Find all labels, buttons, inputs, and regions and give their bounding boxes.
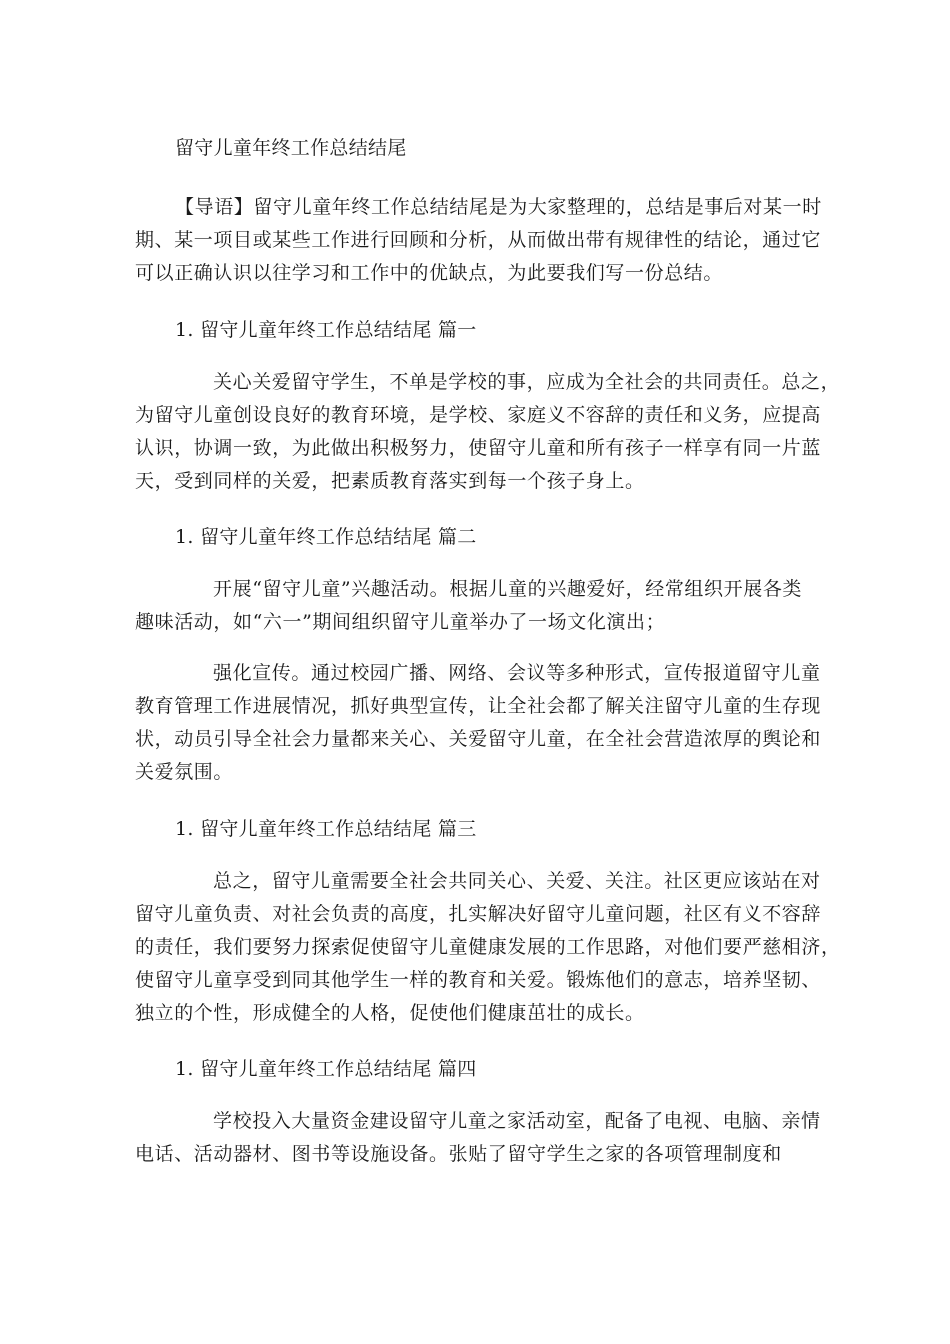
paragraph-line: 开展“留守儿童”兴趣活动。根据儿童的兴趣爱好，经常组织开展各类 (213, 578, 803, 600)
document-title: 留守儿童年终工作总结结尾 (175, 137, 407, 159)
section-heading: 1. 留守儿童年终工作总结结尾 篇二 (175, 526, 477, 548)
paragraph-line: 独立的个性，形成健全的人格，促使他们健康茁壮的成长。 (135, 1002, 645, 1024)
paragraph-line: 天，受到同样的关爱，把素质教育落实到每一个孩子身上。 (135, 470, 645, 492)
paragraph-line: 使留守儿童享受到同其他学生一样的教育和关爱。锻炼他们的意志，培养坚韧、 (135, 969, 822, 991)
intro-line: 期、某一项目或某些工作进行回顾和分析，从而做出带有规律性的结论，通过它 (135, 229, 822, 251)
paragraph-line: 教育管理工作进展情况，抓好典型宣传，让全社会都了解关注留守儿童的生存现 (135, 695, 822, 717)
intro-line: 【导语】留守儿童年终工作总结结尾是为大家整理的，总结是事后对某一时 (175, 196, 822, 218)
paragraph-line: 电话、活动器材、图书等设施设备。张贴了留守学生之家的各项管理制度和 (135, 1143, 782, 1165)
paragraph-line: 总之，留守儿童需要全社会共同关心、关爱、关注。社区更应该站在对 (213, 870, 821, 892)
paragraph-line: 留守儿童负责、对社会负责的高度，扎实解决好留守儿童问题，社区有义不容辞 (135, 903, 822, 925)
paragraph-line: 为留守儿童创设良好的教育环境，是学校、家庭义不容辞的责任和义务，应提高 (135, 404, 822, 426)
paragraph-line: 关心关爱留守学生，不单是学校的事，应成为全社会的共同责任。总之， (213, 371, 841, 393)
paragraph-line: 状，动员引导全社会力量都来关心、关爱留守儿童，在全社会营造浓厚的舆论和 (135, 728, 822, 750)
paragraph-line: 趣味活动，如“六一”期间组织留守儿童举办了一场文化演出； (135, 611, 666, 633)
paragraph-line: 强化宣传。通过校园广播、网络、会议等多种形式，宣传报道留守儿童 (213, 662, 821, 684)
paragraph-line: 的责任，我们要努力探索促使留守儿童健康发展的工作思路，对他们要严慈相济， (135, 936, 841, 958)
paragraph-line: 关爱氛围。 (135, 761, 234, 783)
section-heading: 1. 留守儿童年终工作总结结尾 篇三 (175, 818, 477, 840)
paragraph-line: 学校投入大量资金建设留守儿童之家活动室，配备了电视、电脑、亲情 (213, 1110, 821, 1132)
section-heading: 1. 留守儿童年终工作总结结尾 篇一 (175, 319, 477, 341)
paragraph-line: 认识，协调一致，为此做出积极努力，使留守儿童和所有孩子一样享有同一片蓝 (135, 437, 822, 459)
section-heading: 1. 留守儿童年终工作总结结尾 篇四 (175, 1058, 477, 1080)
intro-line: 可以正确认识以往学习和工作中的优缺点，为此要我们写一份总结。 (135, 262, 724, 284)
